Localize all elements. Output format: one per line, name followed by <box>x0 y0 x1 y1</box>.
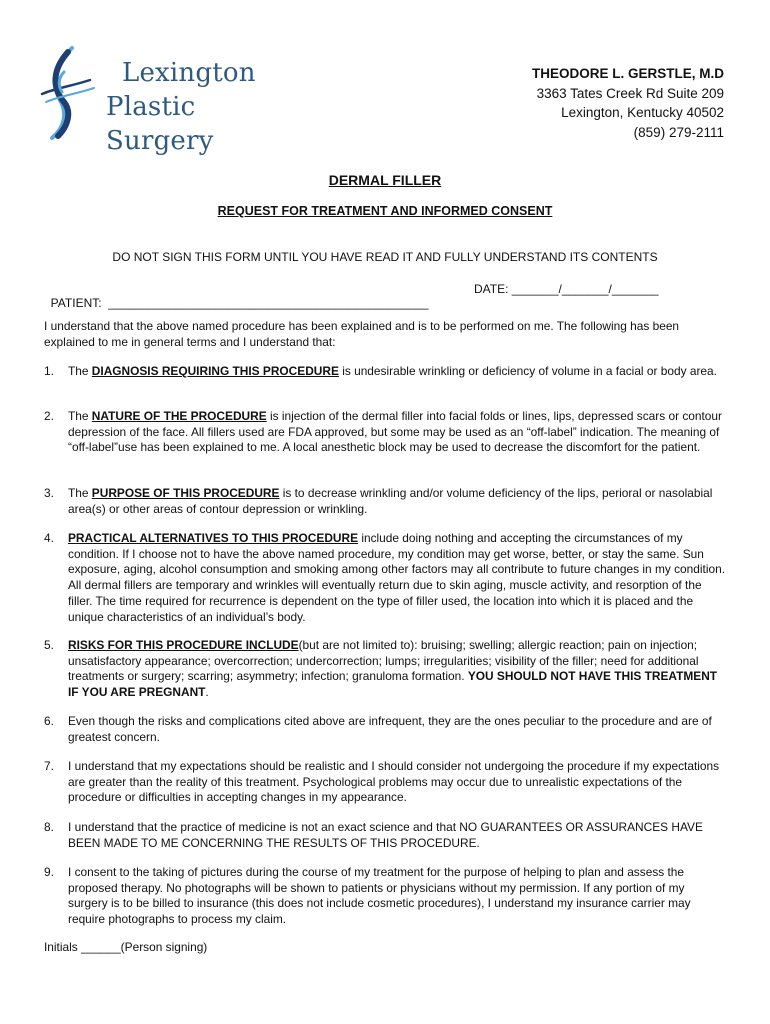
item-body: is undesirable wrinkling or deficiency of volume in a facial or body area. <box>338 364 717 378</box>
logo-mark-icon <box>38 42 100 142</box>
physician-header <box>532 64 724 142</box>
item-body: is injection of the dermal filler into facial folds or lines, lips, depressed scars or contour depression of the face. All fillers used are FDA approved, but some may be used as an “off-label” indication. The meaning of “off-label”use has been explained to me. A local anesthetic block may be used to decrease the discomfort for the patient. <box>68 409 722 455</box>
pregnancy-warning: YOU SHOULD NOT HAVE THIS TREATMENT IF YOU ARE PREGNANT <box>68 669 718 700</box>
item-body: include doing nothing and accepting the circumstances of my condition. If I choose not to have the above named procedure, my condition may get worse, better, or stay the same. Sun exposure, aging, alcohol consumption and smoking among other factors may all contribute to future changes in my condition. All dermal fillers are temporary and wrinkles will eventually return due to skin aging, muscle activity, and resorption of the filler. The time required for recurrence is dependent on the type of filler used, the location into which it is placed and the unique characteristics of an individual’s body. <box>68 531 725 624</box>
intro-paragraph: I understand that the above named procedure has been explained and is to be performed on me. The following has been explained to me in general terms and I understand that: <box>44 319 680 349</box>
practice-logo <box>38 42 308 156</box>
item-text: Even though the risks and complications cited above are infrequent, they are the ones peculiar to the procedure and are of greatest concern. <box>68 714 712 744</box>
item-number: 7. <box>44 759 54 773</box>
consent-item-5 <box>44 638 726 701</box>
address-line-2: Lexington, Kentucky 40502 <box>561 105 724 120</box>
item-heading: PURPOSE OF THIS PROCEDURE <box>91 486 280 500</box>
item-heading: NATURE OF THE PROCEDURE <box>91 409 267 423</box>
item-number: 5. <box>44 638 54 652</box>
consent-item-7 <box>44 759 726 806</box>
item-number: 4. <box>44 531 54 545</box>
item-prefix: The <box>68 486 92 500</box>
logo-line-1: Lexington <box>122 58 256 88</box>
item-body: is to decrease wrinkling and/or volume deficiency of the lips, perioral or nasolabial area(s) or other areas of contour depression or wrinkling. <box>68 486 713 516</box>
logo-line-2: Plastic Surgery <box>106 92 214 156</box>
logo-wordmark <box>106 56 308 158</box>
item-number: 2. <box>44 409 54 423</box>
item-heading: DIAGNOSIS REQUIRING THIS PROCEDURE <box>91 364 339 378</box>
date-field[interactable]: DATE: _______/_______/_______ <box>474 282 659 296</box>
item-number: 1. <box>44 364 54 378</box>
item-end: . <box>205 685 209 700</box>
form-subtitle: REQUEST FOR TREATMENT AND INFORMED CONSENT <box>217 204 553 218</box>
item-heading: PRACTICAL ALTERNATIVES TO THIS PROCEDURE <box>68 531 359 545</box>
patient-field[interactable]: PATIENT: ________________________________________________ <box>50 296 429 310</box>
address-line-1: 3363 Tates Creek Rd Suite 209 <box>536 85 724 101</box>
signing-warning: DO NOT SIGN THIS FORM UNTIL YOU HAVE READ IT AND FULLY UNDERSTAND ITS CONTENTS <box>112 250 658 264</box>
item-text: I understand that my expectations should be realistic and I should consider not undergoing the procedure if my expectations are greater than the reality of this treatment. Psychological problems may occur due to unrealistic expectations of the procedure or difficulties in accepting changes in my appearance. <box>68 759 720 805</box>
item-number: 9. <box>44 865 54 879</box>
item-prefix: The <box>68 409 92 423</box>
consent-item-3 <box>44 486 726 517</box>
item-number: 6. <box>44 714 54 728</box>
consent-item-9 <box>44 865 726 928</box>
item-text: I understand that the practice of medicine is not an exact science and that NO GUARANTEES OR ASSURANCES HAVE BEEN MADE TO ME CONCERNING THE RESULTS OF THIS PROCEDURE. <box>68 820 703 850</box>
consent-item-1 <box>44 364 726 380</box>
item-prefix: The <box>68 364 92 378</box>
phone-number: (859) 279-2111 <box>633 124 724 140</box>
item-number: 3. <box>44 486 54 500</box>
consent-item-8 <box>44 820 726 851</box>
consent-item-6 <box>44 714 726 745</box>
consent-item-2 <box>44 409 726 456</box>
item-body: (but are not limited to): bruising; swelling; allergic reaction; pain on injection; unsatisfactory appearance; overcorrection; undercorrection; lumps; irregularities; visibility of the filler; need for additional treatments or surgery; scarring; asymmetry; infection; granuloma formation. <box>68 638 699 684</box>
item-heading: RISKS FOR THIS PROCEDURE INCLUDE <box>68 638 299 652</box>
physician-name: THEODORE L. GERSTLE, M.D <box>531 66 724 81</box>
initials-field[interactable]: Initials ______(Person signing) <box>44 940 208 954</box>
form-title: DERMAL FILLER <box>328 172 442 188</box>
consent-item-4 <box>44 531 726 625</box>
item-text: I consent to the taking of pictures during the course of my treatment for the purpose of helping to plan and assess the proposed therapy. No photographs will be shown to patients or physicians without my permission. If any portion of my surgery is to be billed to insurance (this does not include cosmetic procedures), I understand my insurance carrier may require photographs to process my claim. <box>68 865 691 927</box>
item-number: 8. <box>44 820 54 834</box>
